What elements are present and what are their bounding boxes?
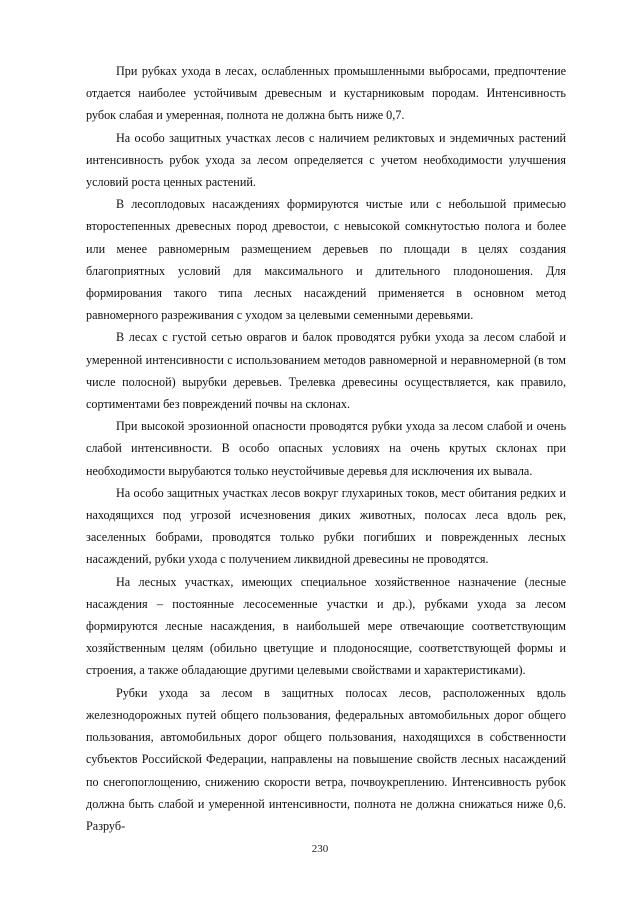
body-text	[86, 60, 566, 837]
paragraph-wildlife-areas: На особо защитных участках лесов вокруг глухариных токов, мест обитания редких и находящихся под угрозой исчезновения диких животных, полосах леса вдоль рек, заселенных бобрами, проводятся только рубки погибших и поврежденных лесных насаждений, рубки ухода с получением ликвидной древесины не проводятся.	[86, 485, 566, 567]
paragraph-relict-plants: На особо защитных участках лесов с наличием реликтовых и эндемичных растений интенсивность рубок ухода за лесом определяется с учетом необходимости улучшения условий роста ценных растений.	[86, 130, 566, 190]
paragraph-polluted-forests: При рубках ухода в лесах, ослабленных промышленными выбросами, предпочтение отдается наиболее устойчивым древесным и кустарниковым породам. Интенсивность рубок слабая и умеренная, полнота не должна быть ниже 0,7.	[86, 64, 566, 123]
paragraph-fruit-stands: В лесоплодовых насаждениях формируются чистые или с небольшой примесью второстепенных древесных пород древостои, с невысокой сомкнутостью полога и более или менее равномерным размещением деревьев по площади в целях создания благоприятных условий для максимального и длительного плодоношения. Для формирования такого типа лесных насаждений применяется в основном метод равномерного разреживания с уходом за целевыми семенными деревьями.	[86, 197, 566, 323]
paragraph-erosion-risk: При высокой эрозионной опасности проводятся рубки ухода за лесом слабой и очень слабой интенсивности. В особо опасных условиях на очень крутых склонах при необходимости вырубаются только неустойчивые деревья для исключения их вывала.	[86, 419, 566, 478]
paragraph-protective-strips: Рубки ухода за лесом в защитных полосах лесов, расположенных вдоль железнодорожных путей общего пользования, федеральных автомобильных дорог общего пользования, автомобильных дорог общего пользования, находящихся в собственности субъектов Российской Федерации, направлены на повышение свойств лесных насаждений по снегопоглощению, снижению скорости ветра, почвоукреплению. Интенсивность рубок должна быть слабой и умеренной интенсивности, полнота не должна снижаться ниже 0,6. Разруб-	[86, 685, 566, 833]
paragraph-ravines: В лесах с густой сетью оврагов и балок проводятся рубки ухода за лесом слабой и умеренной интенсивности с использованием методов равномерной и неравномерной (в том числе полосной) вырубки деревьев. Трелевка древесины осуществляется, как правило, сортиментами без повреждений почвы на склонах.	[86, 330, 566, 412]
paragraph-special-purpose: На лесных участках, имеющих специальное хозяйственное назначение (лесные насаждения – постоянные лесосеменные участки и др.), рубками ухода за лесом формируются лесные насаждения, в наибольшей мере отвечающие соответствующим хозяйственным целям (обильно цветущие и плодоносящие, соответствующей формы и строения, а также обладающие другими целевыми свойствами и характеристиками).	[86, 574, 566, 678]
page-number: 230	[311, 843, 329, 855]
